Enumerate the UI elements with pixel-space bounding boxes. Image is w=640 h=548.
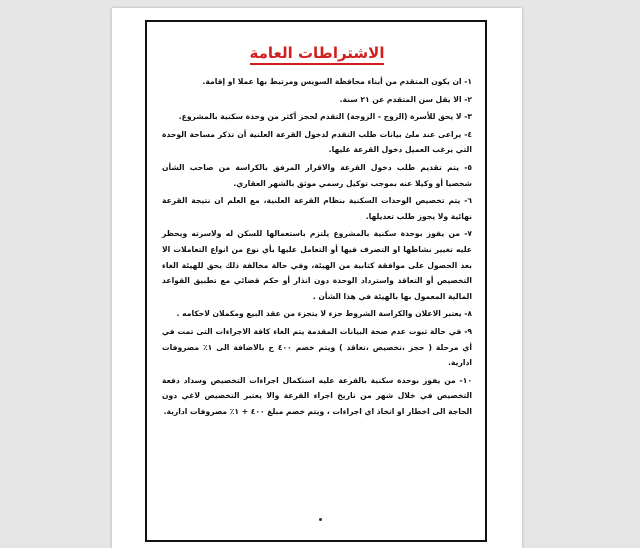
page-title-text: الاشتراطات العامة <box>250 44 385 65</box>
condition-item-7: ٧- من يفوز بوحدة سكنية بالمشروع يلتزم باستعمالها للسكن له ولاسرته ويحظر عليه تغيير نشاطها او التصرف فيها أو التعامل عليها بأي نوع من انواع التعاملات الا بعد الحصول على موافقة كتابية من الهيئة، وفي حالة مخالفة ذلك يحق للهيئة الغاء التخصيص أو التعاقد واسترداد الوحدة دون انذار أو حكم قضائي مع تطبيق القواعد المالية المعمول بها بالهيئة في هذا الشأن . <box>162 229 472 301</box>
condition-item-5: ٥- يتم تقديم طلب دخول القرعة والاقرار المرفق بالكراسة من صاحب الشأن شخصيا أو وكيلا عنه بموجب توكيل رسمي موثق بالشهر العقاري. <box>162 162 472 188</box>
condition-item-10: ١٠- من يفوز بوحدة سكنية بالقرعة عليه استكمال اجراءات التخصيص وسداد دفعة التخصيص في خلال شهر من تاريخ اجراء القرعة والا يعتبر التخصيص لاغي دون الحاجة الى اخطار او اتخاذ اي اجراءات ، ويتم خصم مبلغ ٤٠٠ + ١٪ مصروفات ادارية. <box>162 375 472 416</box>
condition-item-9: ٩- في حالة ثبوت عدم صحة البيانات المقدمة يتم الغاء كافة الاجراءات التى تمت في أي مرحلة ( حجز ،تخصيص ،تعاقد ) ويتم خصم ٤٠٠ ج بالاضافة الى ١٪ مصروفات ادارية. <box>162 326 472 368</box>
condition-item-3: ٣- لا يحق للأسرة (الزوج - الزوجة) التقدم لحجز أكثر من وحدة سكنية بالمشروع. <box>178 112 472 122</box>
page-title <box>112 44 522 62</box>
conditions-list <box>162 74 472 421</box>
condition-item-8: ٨- يعتبر الاعلان والكراسة الشروط جزء لا يتجزء من عقد البيع ومكملان لاحكامه . <box>176 309 472 319</box>
condition-item-2: ٢- الا يقل سن المتقدم عن ٢١ سنة. <box>339 94 472 104</box>
condition-item-1: ١- ان يكون المتقدم من أبناء محافظة السويس ومرتبط بها عملا او إقامة. <box>202 77 472 86</box>
page-footer-dot <box>319 518 322 521</box>
condition-item-4: ٤- يراعى عند ملئ بيانات طلب التقدم لدخول القرعة العلنية أن تذكر مساحة الوحدة التي يرغب العميل دخول القرعة عليها. <box>162 129 472 155</box>
condition-item-6: ٦- يتم تخصيص الوحدات السكنية بنظام القرعة العلنية، مع العلم ان نتيجة القرعة نهائية ولا يجوز طلب تعديلها. <box>162 196 472 221</box>
document-page <box>112 8 522 548</box>
